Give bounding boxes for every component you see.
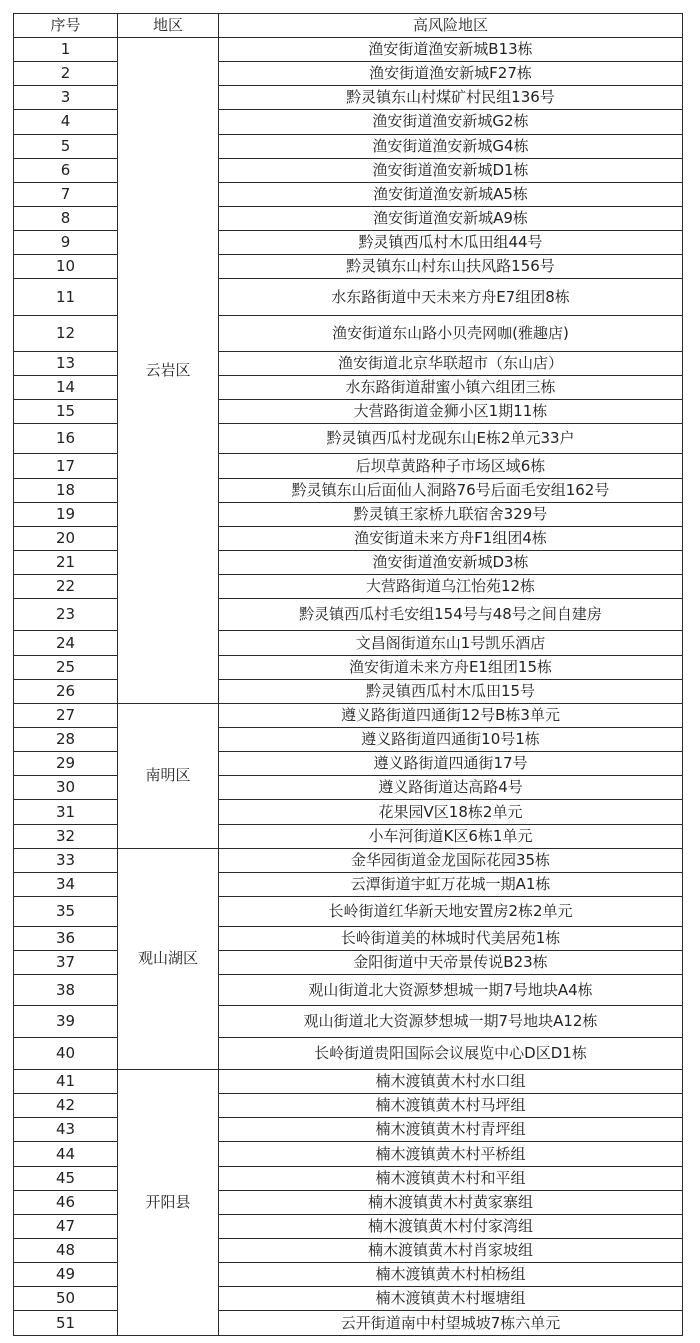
high-risk-area-cell: 水东路街道中天未来方舟E7组团8栋 [219,279,683,315]
row-number: 15 [14,400,118,424]
table-row [14,655,683,679]
table-row [14,599,683,631]
row-number: 10 [14,255,118,279]
row-number: 4 [14,110,118,134]
row-number: 13 [14,351,118,375]
row-number: 46 [14,1190,118,1214]
high-risk-area-cell: 水东路街道甜蜜小镇六组团三栋 [219,375,683,399]
table-row [14,575,683,599]
high-risk-area-cell: 大营路街道乌江怡苑12栋 [219,575,683,599]
high-risk-area-cell: 大营路街道金狮小区1期11栋 [219,400,683,424]
high-risk-area-cell: 渔安街道渔安新城G4栋 [219,134,683,158]
table-row [14,502,683,526]
table-body [14,38,683,1336]
row-number: 26 [14,679,118,703]
high-risk-area-cell: 黔灵镇西瓜村毛安组154号与48号之间自建房 [219,599,683,631]
row-number: 44 [14,1142,118,1166]
row-number: 9 [14,231,118,255]
table-row [14,728,683,752]
row-number: 31 [14,800,118,824]
table-row [14,424,683,454]
row-number: 43 [14,1118,118,1142]
high-risk-area-cell: 黔灵镇西瓜村龙砚东山E栋2单元33户 [219,424,683,454]
high-risk-area-cell: 渔安街道渔安新城A5栋 [219,182,683,206]
row-number: 32 [14,824,118,848]
row-number: 45 [14,1166,118,1190]
row-number: 34 [14,872,118,896]
high-risk-area-cell: 楠木渡镇黄木村马坪组 [219,1094,683,1118]
high-risk-area-cell: 云开街道南中村望城坡7栋六单元 [219,1311,683,1336]
high-risk-area-cell: 楠木渡镇黄木村水口组 [219,1070,683,1094]
high-risk-area-cell: 渔安街道渔安新城D1栋 [219,158,683,182]
district-cell: 南明区 [118,703,219,848]
row-number: 16 [14,424,118,454]
row-number: 2 [14,62,118,86]
high-risk-area-cell: 楠木渡镇黄木村肖家坡组 [219,1239,683,1263]
table-row [14,1190,683,1214]
high-risk-area-cell: 黔灵镇东山村东山扶风路156号 [219,255,683,279]
row-number: 30 [14,776,118,800]
table-row [14,1214,683,1238]
high-risk-areas-table [13,13,683,1336]
table-row [14,400,683,424]
row-number: 38 [14,975,118,1005]
table-row [14,206,683,230]
high-risk-area-cell: 观山街道北大资源梦想城一期7号地块A4栋 [219,975,683,1005]
row-number: 49 [14,1263,118,1287]
table-row [14,315,683,351]
table-row [14,182,683,206]
table-row [14,110,683,134]
header-number: 序号 [14,14,118,38]
header-high-risk-area: 高风险地区 [219,14,683,38]
row-number: 20 [14,526,118,550]
table-row [14,134,683,158]
high-risk-area-cell: 黔灵镇西瓜村木瓜田15号 [219,679,683,703]
high-risk-area-cell: 渔安街道北京华联超市（东山店） [219,351,683,375]
table-row [14,1239,683,1263]
high-risk-area-cell: 观山街道北大资源梦想城一期7号地块A12栋 [219,1005,683,1037]
high-risk-area-cell: 遵义路街道四通街10号1栋 [219,728,683,752]
row-number: 21 [14,551,118,575]
high-risk-area-cell: 渔安街道渔安新城G2栋 [219,110,683,134]
high-risk-area-cell: 长岭街道贵阳国际会议展览中心D区D1栋 [219,1037,683,1069]
table-row [14,848,683,872]
table-row [14,279,683,315]
table-row [14,255,683,279]
table-row [14,231,683,255]
high-risk-area-cell: 遵义路街道达高路4号 [219,776,683,800]
table-row [14,38,683,62]
row-number: 28 [14,728,118,752]
row-number: 18 [14,478,118,502]
table-row [14,897,683,927]
table-row [14,800,683,824]
table-row [14,975,683,1005]
high-risk-area-cell: 金华园街道金龙国际花园35栋 [219,848,683,872]
district-cell: 开阳县 [118,1070,219,1336]
high-risk-area-cell: 渔安街道未来方舟E1组团15栋 [219,655,683,679]
row-number: 7 [14,182,118,206]
table-row [14,1166,683,1190]
row-number: 3 [14,86,118,110]
high-risk-area-cell: 楠木渡镇黄木村黄家寨组 [219,1190,683,1214]
row-number: 14 [14,375,118,399]
high-risk-area-cell: 云潭街道宇虹万花城一期A1栋 [219,872,683,896]
table-row [14,679,683,703]
row-number: 41 [14,1070,118,1094]
high-risk-area-cell: 长岭街道红华新天地安置房2栋2单元 [219,897,683,927]
header-district: 地区 [118,14,219,38]
row-number: 29 [14,752,118,776]
high-risk-area-cell: 遵义路街道四通街12号B栋3单元 [219,703,683,727]
high-risk-area-cell: 楠木渡镇黄木村平桥组 [219,1142,683,1166]
table-row [14,86,683,110]
row-number: 8 [14,206,118,230]
row-number: 23 [14,599,118,631]
table-row [14,703,683,727]
high-risk-area-cell: 渔安街道渔安新城F27栋 [219,62,683,86]
table-row [14,824,683,848]
table-row [14,158,683,182]
high-risk-area-cell: 楠木渡镇黄木村堰塘组 [219,1287,683,1311]
high-risk-area-cell: 楠木渡镇黄木村付家湾组 [219,1214,683,1238]
table-row [14,1070,683,1094]
table-row [14,1287,683,1311]
table-row [14,1311,683,1336]
high-risk-area-cell: 楠木渡镇黄木村和平组 [219,1166,683,1190]
row-number: 42 [14,1094,118,1118]
high-risk-area-cell: 黔灵镇东山村煤矿村民组136号 [219,86,683,110]
row-number: 5 [14,134,118,158]
table-row [14,752,683,776]
table-row [14,375,683,399]
table-row [14,62,683,86]
high-risk-area-cell: 楠木渡镇黄木村青坪组 [219,1118,683,1142]
high-risk-area-cell: 黔灵镇东山后面仙人洞路76号后面毛安组162号 [219,478,683,502]
table-row [14,454,683,478]
high-risk-area-cell: 黔灵镇西瓜村木瓜田组44号 [219,231,683,255]
table-row [14,1005,683,1037]
row-number: 50 [14,1287,118,1311]
row-number: 51 [14,1311,118,1336]
table-row [14,872,683,896]
table-row [14,776,683,800]
high-risk-area-cell: 小车河街道K区6栋1单元 [219,824,683,848]
row-number: 37 [14,951,118,975]
row-number: 22 [14,575,118,599]
row-number: 6 [14,158,118,182]
high-risk-area-cell: 楠木渡镇黄木村柏杨组 [219,1263,683,1287]
high-risk-area-cell: 花果园V区18栋2单元 [219,800,683,824]
high-risk-area-cell: 文昌阁街道东山1号凯乐酒店 [219,631,683,655]
district-cell: 云岩区 [118,38,219,704]
district-cell: 观山湖区 [118,848,219,1069]
table-row [14,526,683,550]
row-number: 17 [14,454,118,478]
table-row [14,551,683,575]
high-risk-area-cell: 后坝草黄路种子市场区域6栋 [219,454,683,478]
row-number: 36 [14,927,118,951]
row-number: 40 [14,1037,118,1069]
row-number: 11 [14,279,118,315]
table-row [14,951,683,975]
table-row [14,1118,683,1142]
table-row [14,351,683,375]
row-number: 25 [14,655,118,679]
row-number: 48 [14,1239,118,1263]
row-number: 1 [14,38,118,62]
high-risk-area-cell: 长岭街道美的林城时代美居苑1栋 [219,927,683,951]
high-risk-area-cell: 金阳街道中天帝景传说B23栋 [219,951,683,975]
row-number: 19 [14,502,118,526]
row-number: 24 [14,631,118,655]
table-row [14,1037,683,1069]
table-row [14,1142,683,1166]
table-row [14,631,683,655]
high-risk-area-cell: 遵义路街道四通街17号 [219,752,683,776]
header-row [14,14,683,38]
row-number: 39 [14,1005,118,1037]
high-risk-area-cell: 渔安街道渔安新城B13栋 [219,38,683,62]
high-risk-area-cell: 渔安街道东山路小贝壳网咖(雅趣店) [219,315,683,351]
row-number: 33 [14,848,118,872]
row-number: 27 [14,703,118,727]
high-risk-area-cell: 渔安街道未来方舟F1组团4栋 [219,526,683,550]
row-number: 35 [14,897,118,927]
high-risk-area-cell: 黔灵镇王家桥九联宿舍329号 [219,502,683,526]
high-risk-area-cell: 渔安街道渔安新城A9栋 [219,206,683,230]
table-row [14,1263,683,1287]
table-row [14,927,683,951]
row-number: 47 [14,1214,118,1238]
table-row [14,1094,683,1118]
row-number: 12 [14,315,118,351]
table-row [14,478,683,502]
high-risk-area-cell: 渔安街道渔安新城D3栋 [219,551,683,575]
